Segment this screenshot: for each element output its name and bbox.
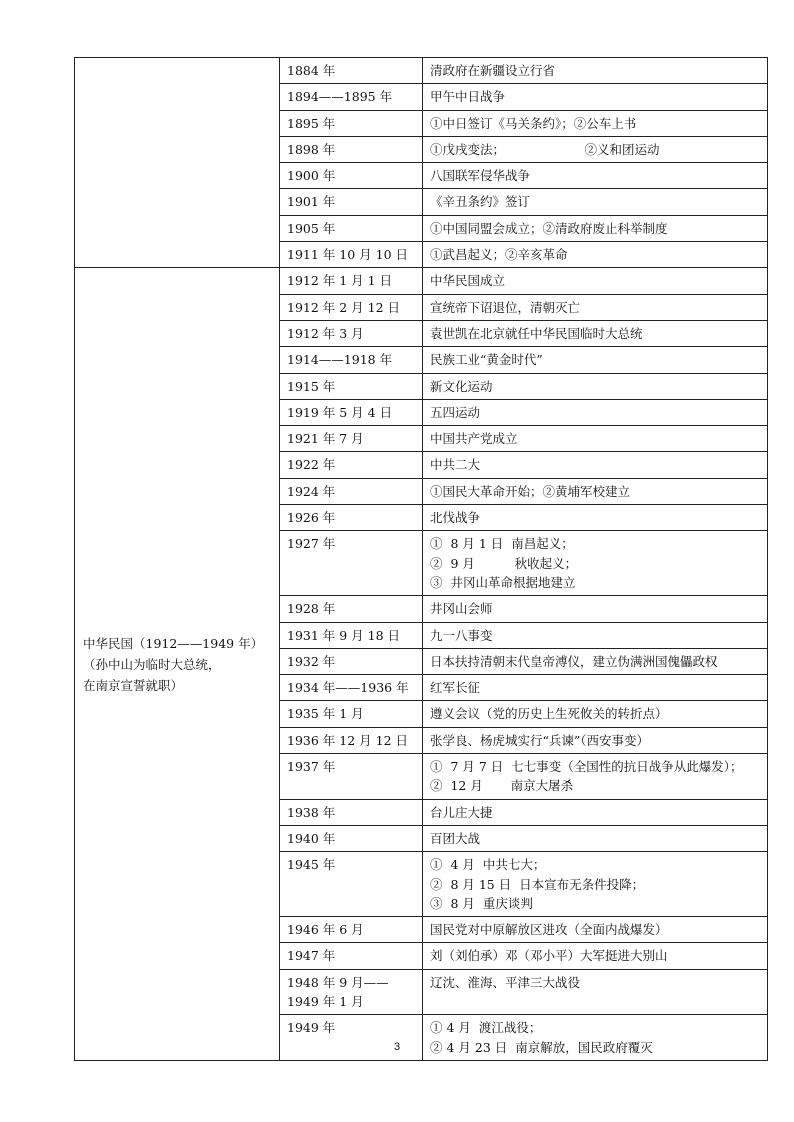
event-line: ② 12 月 南京大屠杀 — [430, 778, 574, 794]
timeline-body — [75, 58, 768, 1061]
event-cell — [423, 917, 768, 943]
event-cell — [423, 84, 768, 110]
event-line: 红军长征 — [430, 680, 481, 696]
event-line: 甲午中日战争 — [430, 89, 506, 105]
event-cell — [423, 675, 768, 701]
date-cell: 1928 年 — [280, 596, 423, 622]
event-cell — [423, 799, 768, 825]
date-cell: 1895 年 — [280, 110, 423, 136]
page-number: 3 — [393, 1041, 401, 1053]
event-cell — [423, 727, 768, 753]
table-row — [75, 58, 768, 84]
date-cell: 1924 年 — [280, 478, 423, 504]
event-line: 刘（刘伯承）邓（邓小平）大军挺进大别山 — [430, 948, 668, 964]
event-line: ② 4 月 23 日 南京解放，国民政府覆灭 — [430, 1039, 653, 1055]
event-cell — [423, 426, 768, 452]
date-cell: 1938 年 — [280, 799, 423, 825]
event-cell — [423, 136, 768, 162]
event-line: 张学良、杨虎城实行“兵谏”（西安事变） — [430, 732, 650, 748]
era-line: 中华民国（1912——1949 年） — [83, 635, 264, 651]
era-line: （孙中山为临时大总统， — [83, 656, 221, 672]
date-cell: 1946 年 6 月 — [280, 917, 423, 943]
event-cell — [423, 622, 768, 648]
event-cell — [423, 399, 768, 425]
event-cell — [423, 163, 768, 189]
date-cell: 1901 年 — [280, 189, 423, 215]
date-cell: 1934 年——1936 年 — [280, 675, 423, 701]
date-cell: 1912 年 3 月 — [280, 320, 423, 346]
date-cell: 1894——1895 年 — [280, 84, 423, 110]
event-line: ①中日签订《马关条约》；②公车上书 — [430, 115, 637, 131]
date-cell: 1922 年 — [280, 452, 423, 478]
date-cell: 1900 年 — [280, 163, 423, 189]
event-line: 九一八事变 — [430, 627, 493, 643]
date-cell: 1948 年 9 月——1949 年 1 月 — [280, 969, 423, 1015]
date-cell: 1945 年 — [280, 852, 423, 917]
event-line: ③ 井冈山革命根据地建立 — [430, 574, 576, 590]
event-cell — [423, 852, 768, 917]
event-line: ① 4 月 渡江战役； — [430, 1020, 542, 1036]
date-cell: 1936 年 12 月 12 日 — [280, 727, 423, 753]
date-cell: 1919 年 5 月 4 日 — [280, 399, 423, 425]
event-cell — [423, 969, 768, 1015]
event-line: ③ 8 月 重庆谈判 — [430, 895, 533, 911]
history-timeline-table — [74, 57, 768, 1061]
event-line: 袁世凯在北京就任中华民国临时大总统 — [430, 325, 643, 341]
event-cell — [423, 505, 768, 531]
event-line: 中华民国成立 — [430, 273, 506, 289]
date-cell: 1947 年 — [280, 943, 423, 969]
date-cell: 1926 年 — [280, 505, 423, 531]
table-row — [75, 268, 768, 294]
event-cell — [423, 1015, 768, 1061]
date-cell: 1914——1918 年 — [280, 347, 423, 373]
date-cell: 1911 年 10 月 10 日 — [280, 242, 423, 268]
event-line: 台儿庄大捷 — [430, 804, 493, 820]
event-line: 日本扶持清朝末代皇帝溥仪，建立伪满洲国傀儡政权 — [430, 653, 718, 669]
event-cell — [423, 189, 768, 215]
event-line: 中国共产党成立 — [430, 431, 518, 447]
date-cell: 1935 年 1 月 — [280, 701, 423, 727]
event-line: 井冈山会师 — [430, 601, 493, 617]
date-cell: 1898 年 — [280, 136, 423, 162]
era-cell — [75, 268, 280, 1061]
event-line: 新文化运动 — [430, 378, 493, 394]
event-line: 中共二大 — [430, 457, 481, 473]
event-line: ①中国同盟会成立；②清政府废止科举制度 — [430, 220, 668, 236]
event-cell — [423, 943, 768, 969]
event-line: 清政府在新疆设立行省 — [430, 63, 556, 78]
era-line: 在南京宣誓就职） — [83, 677, 184, 693]
date-cell: 1921 年 7 月 — [280, 426, 423, 452]
date-cell: 1949 年 — [280, 1015, 423, 1061]
event-line: 辽沈、淮海、平津三大战役 — [430, 974, 581, 990]
event-line: ② 9 月 秋收起义； — [430, 555, 578, 571]
event-cell — [423, 294, 768, 320]
event-line: ① 8 月 1 日 南昌起义； — [430, 536, 574, 552]
event-line: 八国联军侵华战争 — [430, 168, 531, 184]
event-cell — [423, 452, 768, 478]
event-cell — [423, 478, 768, 504]
event-line: ① 4 月 中共七大； — [430, 857, 546, 873]
event-line: 遵义会议（党的历史上生死攸关的转折点） — [430, 706, 668, 722]
event-cell — [423, 701, 768, 727]
event-line: ①武昌起义；②辛亥革命 — [430, 247, 568, 263]
date-cell: 1937 年 — [280, 754, 423, 800]
date-cell: 1905 年 — [280, 215, 423, 241]
event-cell — [423, 110, 768, 136]
event-line: 宣统帝下诏退位，清朝灭亡 — [430, 299, 581, 315]
date-cell: 1912 年 1 月 1 日 — [280, 268, 423, 294]
event-line: ② 8 月 15 日 日本宣布无条件投降； — [430, 876, 645, 892]
event-cell — [423, 648, 768, 674]
event-cell — [423, 347, 768, 373]
event-cell — [423, 531, 768, 596]
event-cell — [423, 754, 768, 800]
event-line: 五四运动 — [430, 404, 481, 420]
date-cell: 1915 年 — [280, 373, 423, 399]
event-line: ①国民大革命开始；②黄埔军校建立 — [430, 483, 631, 499]
event-cell — [423, 268, 768, 294]
event-cell — [423, 596, 768, 622]
event-line: 北伐战争 — [430, 510, 481, 526]
event-line: ① 7 月 7 日 七七事变（全国性的抗日战争从此爆发）； — [430, 759, 743, 775]
event-cell — [423, 242, 768, 268]
date-cell: 1912 年 2 月 12 日 — [280, 294, 423, 320]
event-cell — [423, 825, 768, 851]
date-cell: 1931 年 9 月 18 日 — [280, 622, 423, 648]
event-line: ①戊戌变法； ②义和团运动 — [430, 141, 660, 157]
event-line: 百团大战 — [430, 830, 481, 846]
event-line: 民族工业“黄金时代” — [430, 352, 543, 368]
event-cell — [423, 373, 768, 399]
date-cell: 1927 年 — [280, 531, 423, 596]
event-line: 《辛丑条约》签订 — [430, 194, 531, 210]
event-line: 国民党对中原解放区进攻（全面内战爆发） — [430, 922, 668, 938]
date-cell: 1884 年 — [280, 58, 423, 84]
event-cell — [423, 58, 768, 84]
event-cell — [423, 320, 768, 346]
event-cell — [423, 215, 768, 241]
era-cell — [75, 58, 280, 268]
date-cell: 1932 年 — [280, 648, 423, 674]
date-cell: 1940 年 — [280, 825, 423, 851]
